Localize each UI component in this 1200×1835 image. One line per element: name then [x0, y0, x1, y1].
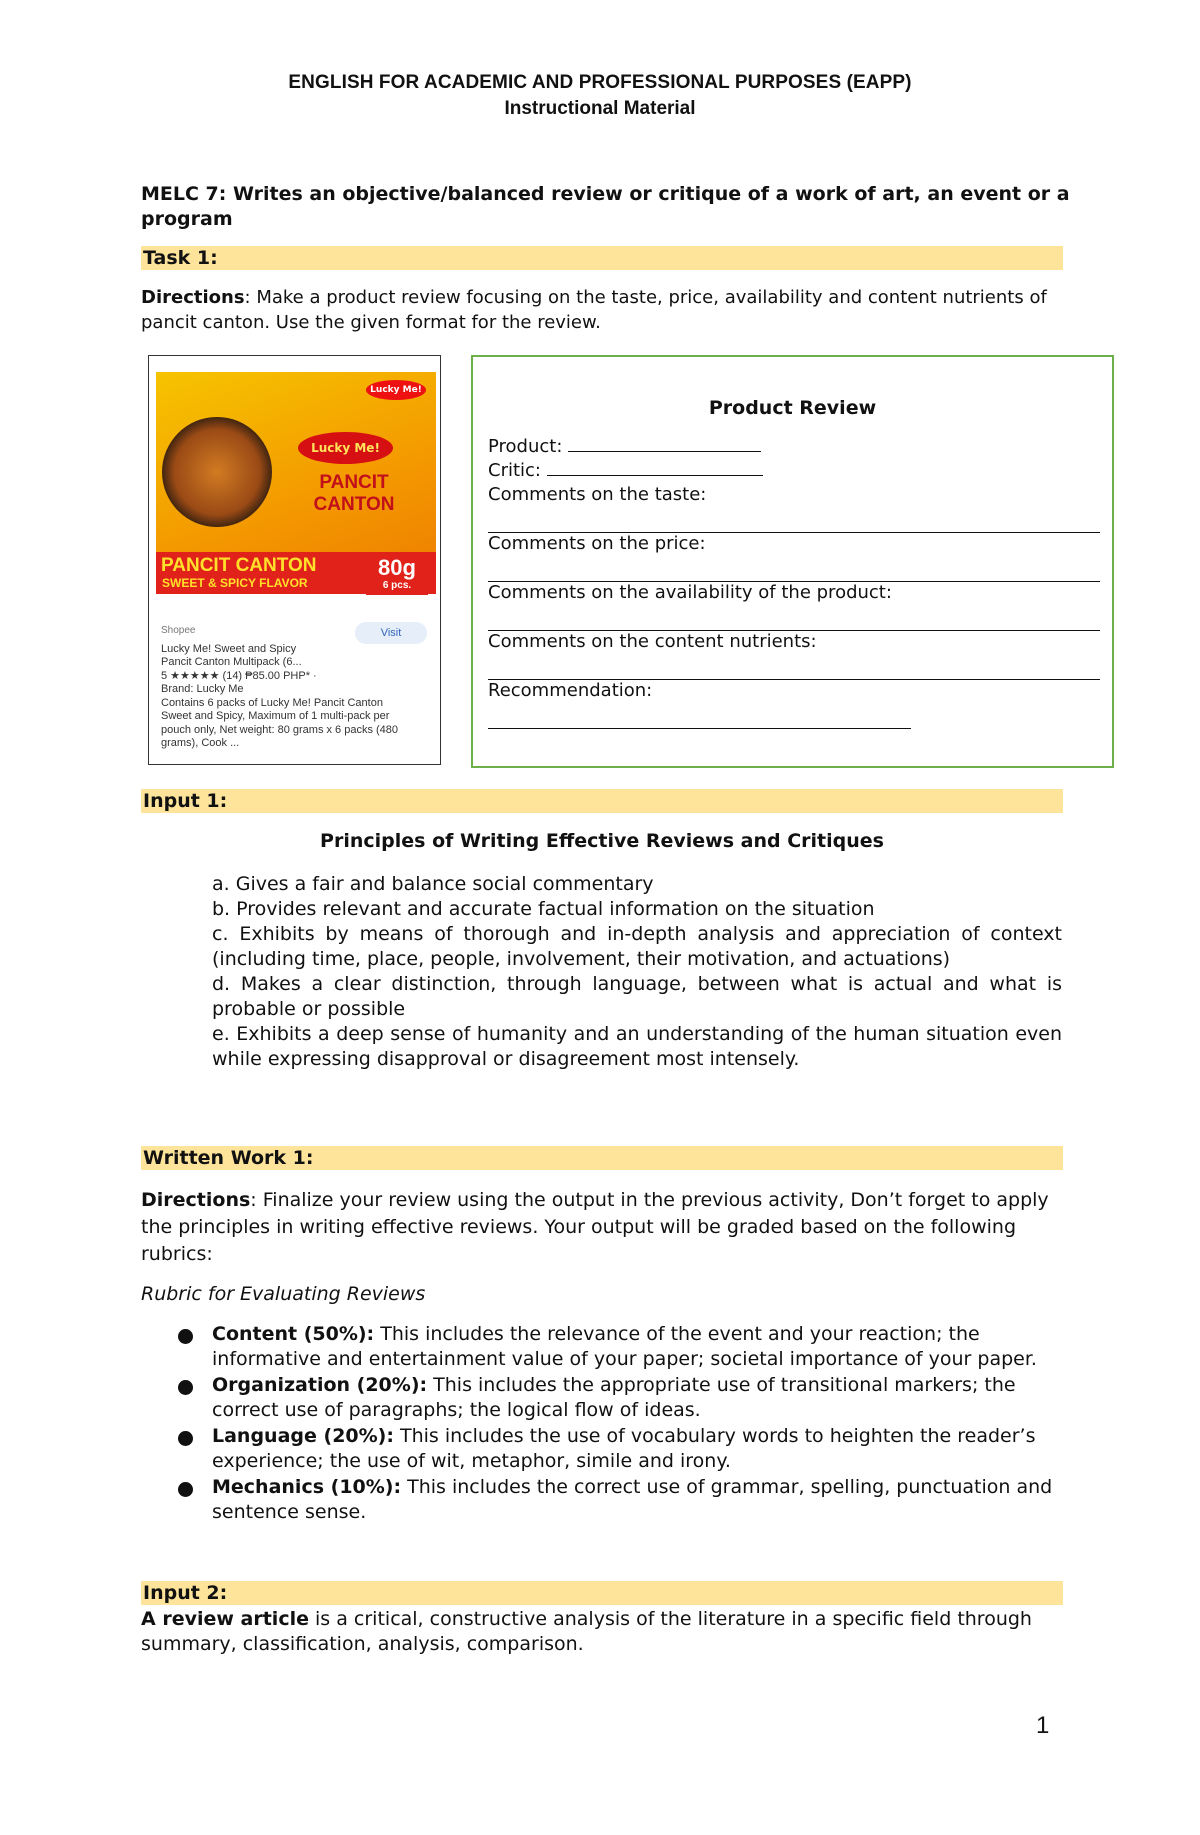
written-work1-directions-label: Directions [141, 1189, 251, 1211]
brand-logo: Lucky Me! [298, 432, 393, 464]
bullet-icon [178, 1431, 193, 1446]
shop-desc-2: Sweet and Spicy, Maximum of 1 multi-pack per [161, 710, 390, 722]
rubric-term: Mechanics (10%): [212, 1476, 402, 1498]
critic-label: Critic: [488, 460, 541, 481]
weight-badge [366, 555, 428, 595]
shop-source: Shopee [161, 625, 196, 636]
document-title: ENGLISH FOR ACADEMIC AND PROFESSIONAL PURPOSES (EAPP) [288, 72, 912, 93]
shop-rating: 5 ★★★★★ (14) ₱85.00 PHP* · [161, 669, 317, 682]
input2-text [141, 1607, 1066, 1657]
brand-logo-small: Lucky Me! [366, 380, 426, 400]
input2-definition: is a critical, constructive analysis of the literature in a specific field through summary, classification, analysis, comparison. [141, 1608, 1032, 1655]
page-number: 1 [1036, 1712, 1050, 1739]
noodle-package [156, 372, 436, 591]
review-form-title: Product Review [708, 397, 877, 419]
product-blank[interactable] [568, 435, 761, 452]
recommendation-label: Recommendation: [488, 680, 653, 701]
noodle-bowl-icon [162, 417, 272, 527]
package-title-line1: PANCIT [319, 472, 389, 493]
product-field [488, 435, 761, 458]
product-review-form [471, 355, 1114, 768]
bullet-icon [178, 1380, 193, 1395]
bullet-icon [178, 1329, 193, 1344]
critic-blank[interactable] [547, 459, 763, 476]
package-title-line2: CANTON [313, 494, 395, 515]
rubric-item-language [178, 1424, 1068, 1474]
bullet-icon [178, 1482, 193, 1497]
rubric-term: Language (20%): [212, 1425, 394, 1447]
input2-term: A review article [141, 1608, 309, 1630]
rubric-desc: This includes the use of vocabulary words to heighten the reader’s experience; the use of wit, metaphor, simile and irony. [212, 1425, 1036, 1472]
flavor-band-flavor: SWEET & SPICY FLAVOR [162, 576, 308, 590]
rubric-term: Organization (20%): [212, 1374, 428, 1396]
rubric-item-mechanics [178, 1475, 1068, 1525]
rubric-item-organization [178, 1373, 1068, 1423]
shop-title-2: Pancit Canton Multipack (6... [161, 656, 302, 668]
shop-desc-3: pouch only, Net weight: 80 grams x 6 packs (480 [161, 723, 399, 736]
document-header [0, 72, 1200, 120]
document-subtitle: Instructional Material [504, 98, 696, 119]
principle-b: b. Provides relevant and accurate factual information on the situation [212, 898, 875, 920]
task1-directions [141, 285, 1066, 335]
input1-heading: Input 1: [141, 789, 1063, 813]
melc-statement: MELC 7: Writes an objective/balanced review or critique of a work of art, an event or a program [141, 183, 1070, 230]
weight-count: 6 pcs. [382, 580, 412, 591]
rubric-list [178, 1322, 1068, 1526]
package-title [294, 472, 414, 516]
product-label: Product: [488, 436, 563, 457]
shop-desc-4: grams), Cook ... [161, 737, 240, 749]
principle-c: c. Exhibits by means of thorough and in-depth analysis and appreciation of context (including time, place, people, involvement, their motivation, and actuations) [212, 923, 1062, 970]
written-work1-heading: Written Work 1: [141, 1146, 1063, 1170]
price-label: Comments on the price: [488, 533, 706, 554]
written-work1-directions-text: : Finalize your review using the output in the previous activity, Don’t forget to apply the principles in writing effective reviews. Your output will be graded based on the following rubrics: [141, 1189, 1049, 1265]
principle-a: a. Gives a fair and balance social commentary [212, 873, 654, 895]
recommendation-blank[interactable] [488, 728, 911, 729]
input2-heading: Input 2: [141, 1581, 1063, 1605]
task1-heading: Task 1: [141, 246, 1063, 270]
principles-list [212, 872, 1062, 1072]
rubric-term: Content (50%): [212, 1323, 375, 1345]
product-image [148, 355, 441, 765]
availability-label: Comments on the availability of the product: [488, 582, 892, 603]
principles-title: Principles of Writing Effective Reviews and Critiques [320, 830, 884, 852]
flavor-band-name: PANCIT CANTON [161, 555, 317, 576]
nutrients-label: Comments on the content nutrients: [488, 631, 817, 652]
taste-label: Comments on the taste: [488, 484, 707, 505]
shop-listing [161, 624, 431, 751]
visit-button[interactable]: Visit [355, 622, 427, 644]
rubric-desc: This includes the relevance of the event and your reaction; the informative and entertainment value of your paper; societal importance of your paper. [212, 1323, 1037, 1370]
shop-title-1: Lucky Me! Sweet and Spicy [161, 642, 297, 655]
principle-e: e. Exhibits a deep sense of humanity and an understanding of the human situation even while expressing disapproval or disagreement most intensely. [212, 1023, 1062, 1070]
rubric-desc: This includes the appropriate use of transitional markers; the correct use of paragraphs; the logical flow of ideas. [212, 1374, 1016, 1421]
principle-d: d. Makes a clear distinction, through language, between what is actual and what is probable or possible [212, 973, 1062, 1020]
task1-directions-text: : Make a product review focusing on the taste, price, availability and content nutrients of pancit canton. Use the given format for the review. [141, 287, 1047, 333]
task1-directions-label: Directions [141, 287, 245, 308]
rubric-title: Rubric for Evaluating Reviews [141, 1283, 426, 1305]
written-work1-directions [141, 1187, 1066, 1268]
weight-value: 80g [378, 555, 416, 580]
shop-brand: Brand: Lucky Me [161, 683, 244, 695]
shop-desc-1: Contains 6 packs of Lucky Me! Pancit Canton [161, 696, 383, 709]
rubric-desc: This includes the correct use of grammar, spelling, punctuation and sentence sense. [212, 1476, 1053, 1523]
critic-field [488, 459, 763, 482]
rubric-item-content [178, 1322, 1068, 1372]
